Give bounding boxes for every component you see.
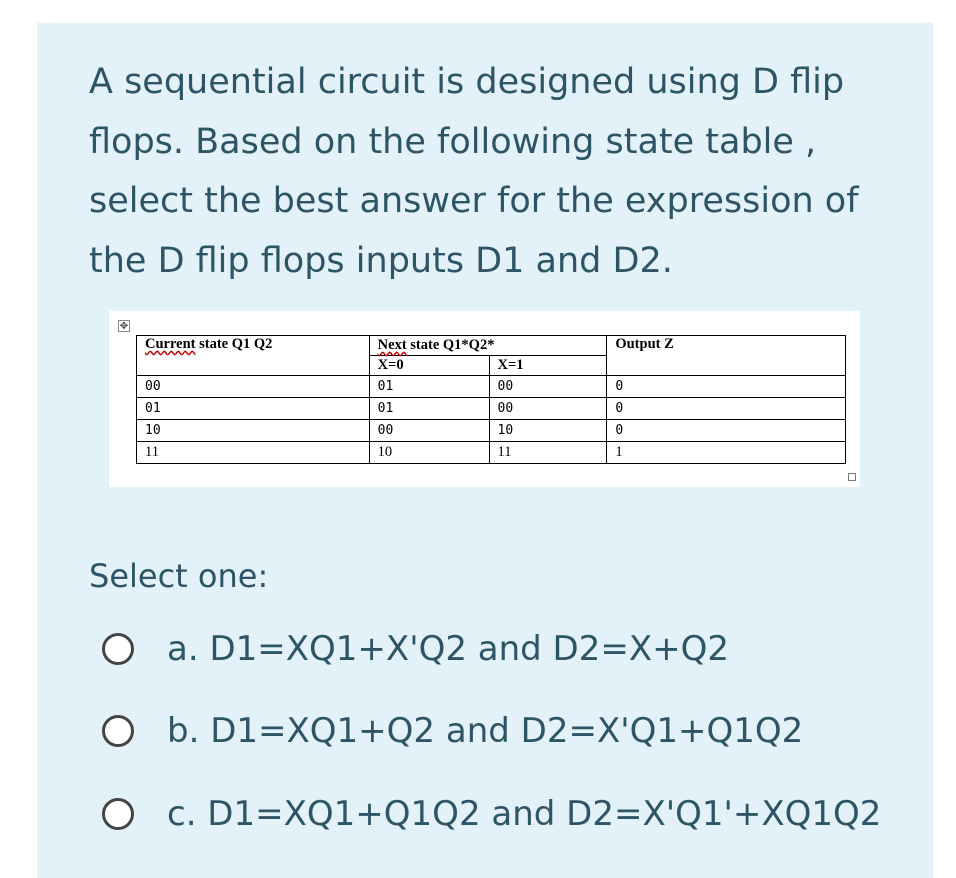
cell-next-x0: 00 — [369, 420, 489, 442]
radio-icon[interactable] — [102, 715, 134, 747]
cell-next-x1: 00 — [489, 376, 607, 398]
table-row — [137, 420, 846, 442]
cell-current: 01 — [137, 398, 370, 420]
option-b[interactable] — [102, 709, 803, 753]
cell-current: 11 — [137, 442, 370, 464]
state-table-image — [109, 311, 860, 487]
cell-next-x0: 10 — [369, 442, 489, 464]
option-label[interactable]: a. D1=XQ1+X'Q2 and D2=X+Q2 — [167, 629, 730, 669]
option-label[interactable]: c. D1=XQ1+Q1Q2 and D2=X'Q1'+XQ1Q2 — [167, 794, 882, 834]
question-card — [37, 23, 933, 878]
cell-current: 00 — [137, 376, 370, 398]
question-text — [89, 53, 879, 291]
cell-output: 1 — [607, 442, 846, 464]
option-c[interactable] — [102, 792, 881, 836]
question-line-4: the D flip flops inputs D1 and D2. — [89, 240, 673, 281]
question-line-1: A sequential circuit is designed using D flip — [89, 62, 845, 102]
cell-current: 10 — [137, 420, 370, 442]
table-row — [137, 398, 846, 420]
header-current-state: Current state Q1 Q2 — [137, 336, 370, 376]
option-a[interactable] — [102, 627, 729, 671]
question-line-2: flops. Based on the following state table , — [89, 121, 817, 162]
cell-next-x1: 11 — [489, 442, 607, 464]
cell-next-x1: 00 — [489, 398, 607, 420]
header-output-z: Output Z — [607, 336, 846, 376]
state-table — [136, 335, 846, 464]
cell-next-x0: 01 — [369, 376, 489, 398]
cell-output: 0 — [607, 376, 846, 398]
header-x0: X=0 — [369, 356, 489, 376]
radio-icon[interactable] — [102, 633, 134, 665]
table-move-handle-icon: ✥ — [119, 321, 129, 332]
cell-output: 0 — [607, 398, 846, 420]
select-one-label: Select one: — [89, 557, 269, 595]
table-resize-handle-icon — [848, 473, 856, 481]
table-header-row — [137, 336, 846, 356]
table-row — [137, 442, 846, 464]
cell-next-x0: 01 — [369, 398, 489, 420]
header-next-state: Next state Q1*Q2* — [369, 336, 607, 356]
radio-icon[interactable] — [102, 798, 134, 830]
cell-output: 0 — [607, 420, 846, 442]
option-label[interactable]: b. D1=XQ1+Q2 and D2=X'Q1+Q1Q2 — [167, 711, 804, 751]
cell-next-x1: 10 — [489, 420, 607, 442]
question-line-3: select the best answer for the expression of — [89, 181, 859, 221]
table-row — [137, 376, 846, 398]
header-x1: X=1 — [489, 356, 607, 376]
